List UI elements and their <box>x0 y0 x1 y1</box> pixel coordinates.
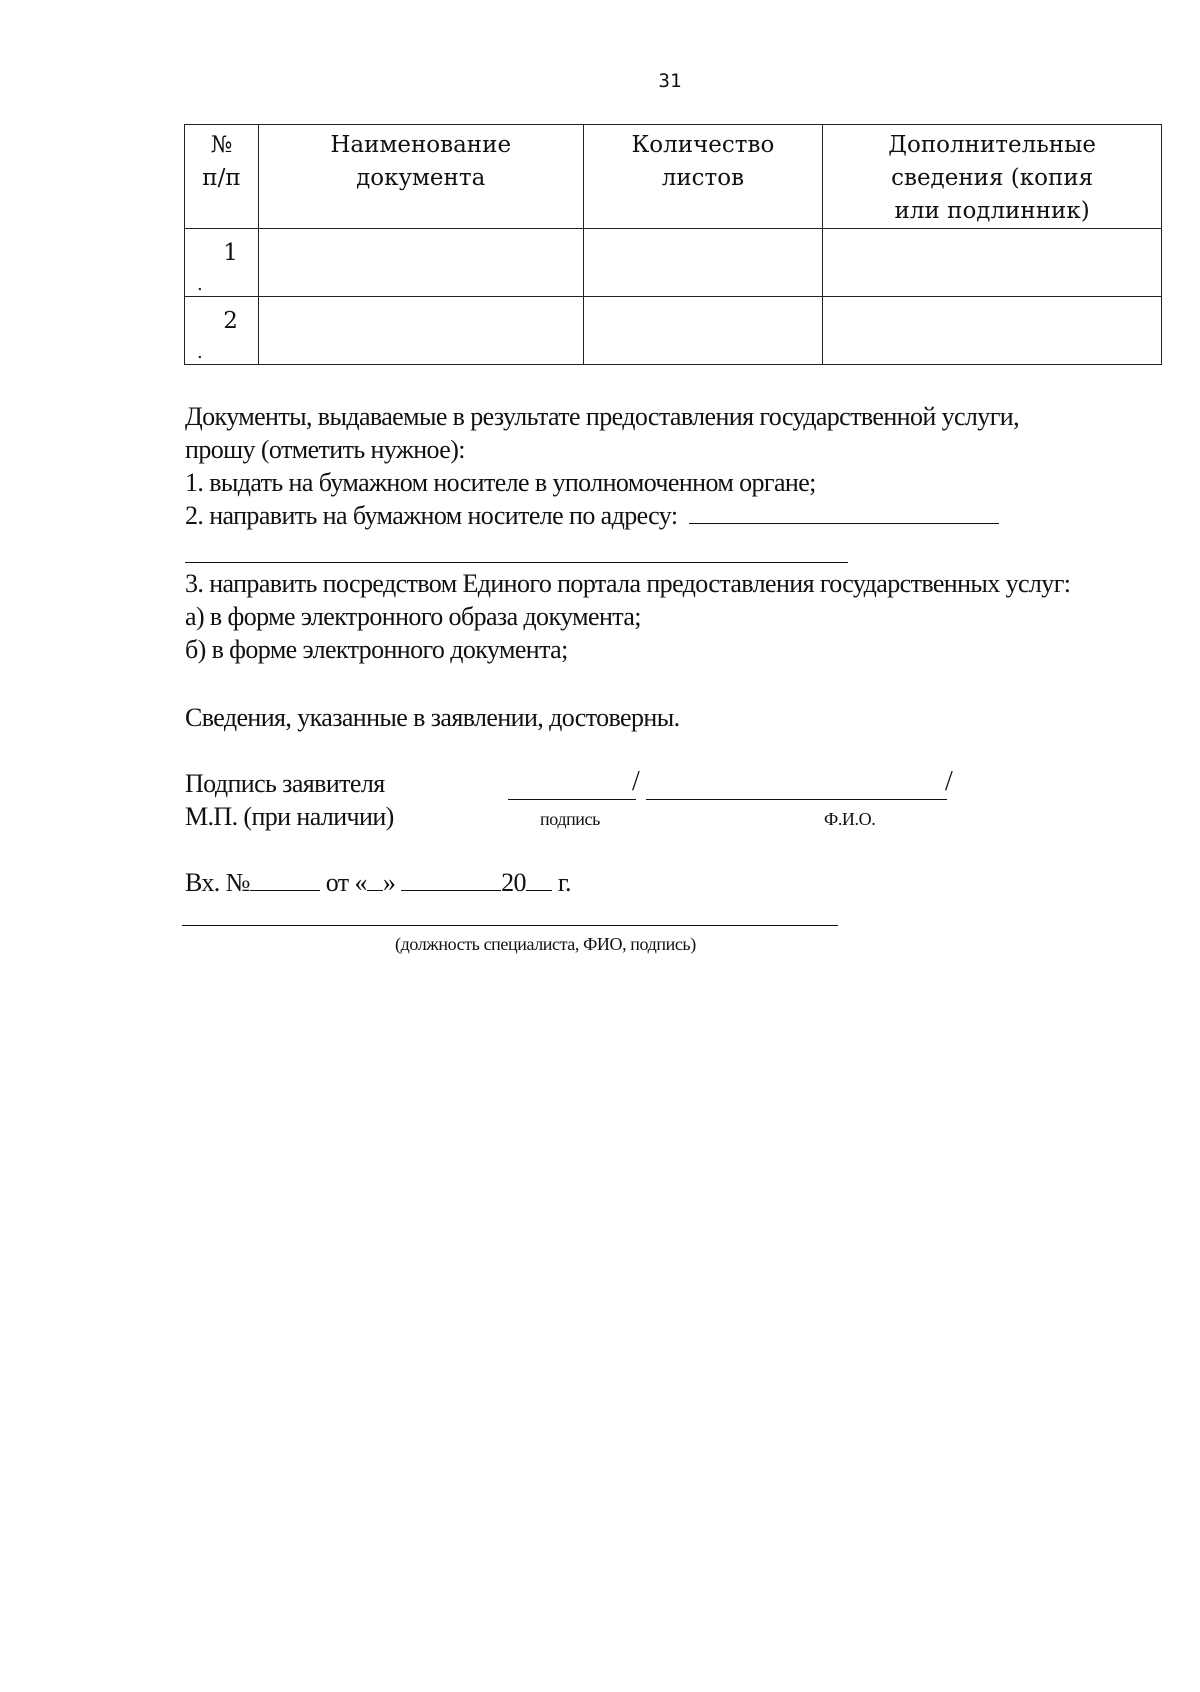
incoming-year-field[interactable] <box>526 889 552 891</box>
documents-table <box>184 124 1162 365</box>
delivery-option-2[interactable] <box>185 501 999 531</box>
row-number-cell: 2 . <box>185 297 259 365</box>
table-row <box>185 297 1162 365</box>
additional-info-cell[interactable] <box>823 297 1162 365</box>
specialist-caption: (должность специалиста, ФИО, подпись) <box>395 934 696 954</box>
incoming-day-field[interactable] <box>367 889 383 891</box>
delivery-intro-line-2: прошу (отметить нужное): <box>185 435 465 464</box>
delivery-option-3b[interactable]: б) в форме электронного документа; <box>185 635 568 664</box>
table-header-row <box>185 125 1162 229</box>
incoming-year-prefix: 20 <box>501 868 526 897</box>
document-name-cell[interactable] <box>258 297 583 365</box>
address-field[interactable] <box>689 522 999 524</box>
incoming-registration-line <box>185 868 571 898</box>
sheet-count-cell[interactable] <box>583 229 823 297</box>
signature-field[interactable] <box>508 799 636 800</box>
incoming-year-suffix: г. <box>557 868 571 897</box>
header-document-name: Наименование документа <box>258 125 583 229</box>
header-additional-info: Дополнительные сведения (копия или подлинник) <box>823 125 1162 229</box>
incoming-number-field[interactable] <box>250 889 320 891</box>
delivery-option-2-label: 2. направить на бумажном носителе по адресу: <box>185 501 678 530</box>
signature-label: Подпись заявителя <box>185 769 385 798</box>
address-field-continuation[interactable] <box>185 562 848 563</box>
delivery-option-3[interactable]: 3. направить посредством Единого портала предоставления государственных услуг: <box>185 569 1071 598</box>
page-number: 31 <box>658 70 682 92</box>
additional-info-cell[interactable] <box>823 229 1162 297</box>
header-sheet-count: Количество листов <box>583 125 823 229</box>
table-row <box>185 229 1162 297</box>
full-name-slash: / <box>945 766 953 797</box>
row-number-cell: 1 . <box>185 229 259 297</box>
delivery-option-3a[interactable]: а) в форме электронного образа документа; <box>185 602 641 631</box>
document-name-cell[interactable] <box>258 229 583 297</box>
row-dot: . <box>197 274 203 295</box>
delivery-option-1[interactable]: 1. выдать на бумажном носителе в уполномоченном органе; <box>185 468 816 497</box>
delivery-intro-line-1: Документы, выдаваемые в результате предоставления государственной услуги, <box>185 402 1019 431</box>
header-number: № п/п <box>185 125 259 229</box>
specialist-field[interactable] <box>182 925 838 926</box>
incoming-close-quote: » <box>382 868 396 897</box>
full-name-caption: Ф.И.О. <box>824 809 876 829</box>
incoming-number-prefix: Вх. № <box>185 868 250 897</box>
signature-slash: / <box>632 766 640 797</box>
incoming-month-field[interactable] <box>401 889 501 891</box>
full-name-field[interactable] <box>646 799 947 800</box>
statement-text: Сведения, указанные в заявлении, достоверны. <box>185 703 680 732</box>
signature-caption: подпись <box>540 809 600 829</box>
incoming-from-label: от « <box>325 868 367 897</box>
row-dot: . <box>197 342 203 363</box>
seal-label: М.П. (при наличии) <box>185 802 394 831</box>
sheet-count-cell[interactable] <box>583 297 823 365</box>
